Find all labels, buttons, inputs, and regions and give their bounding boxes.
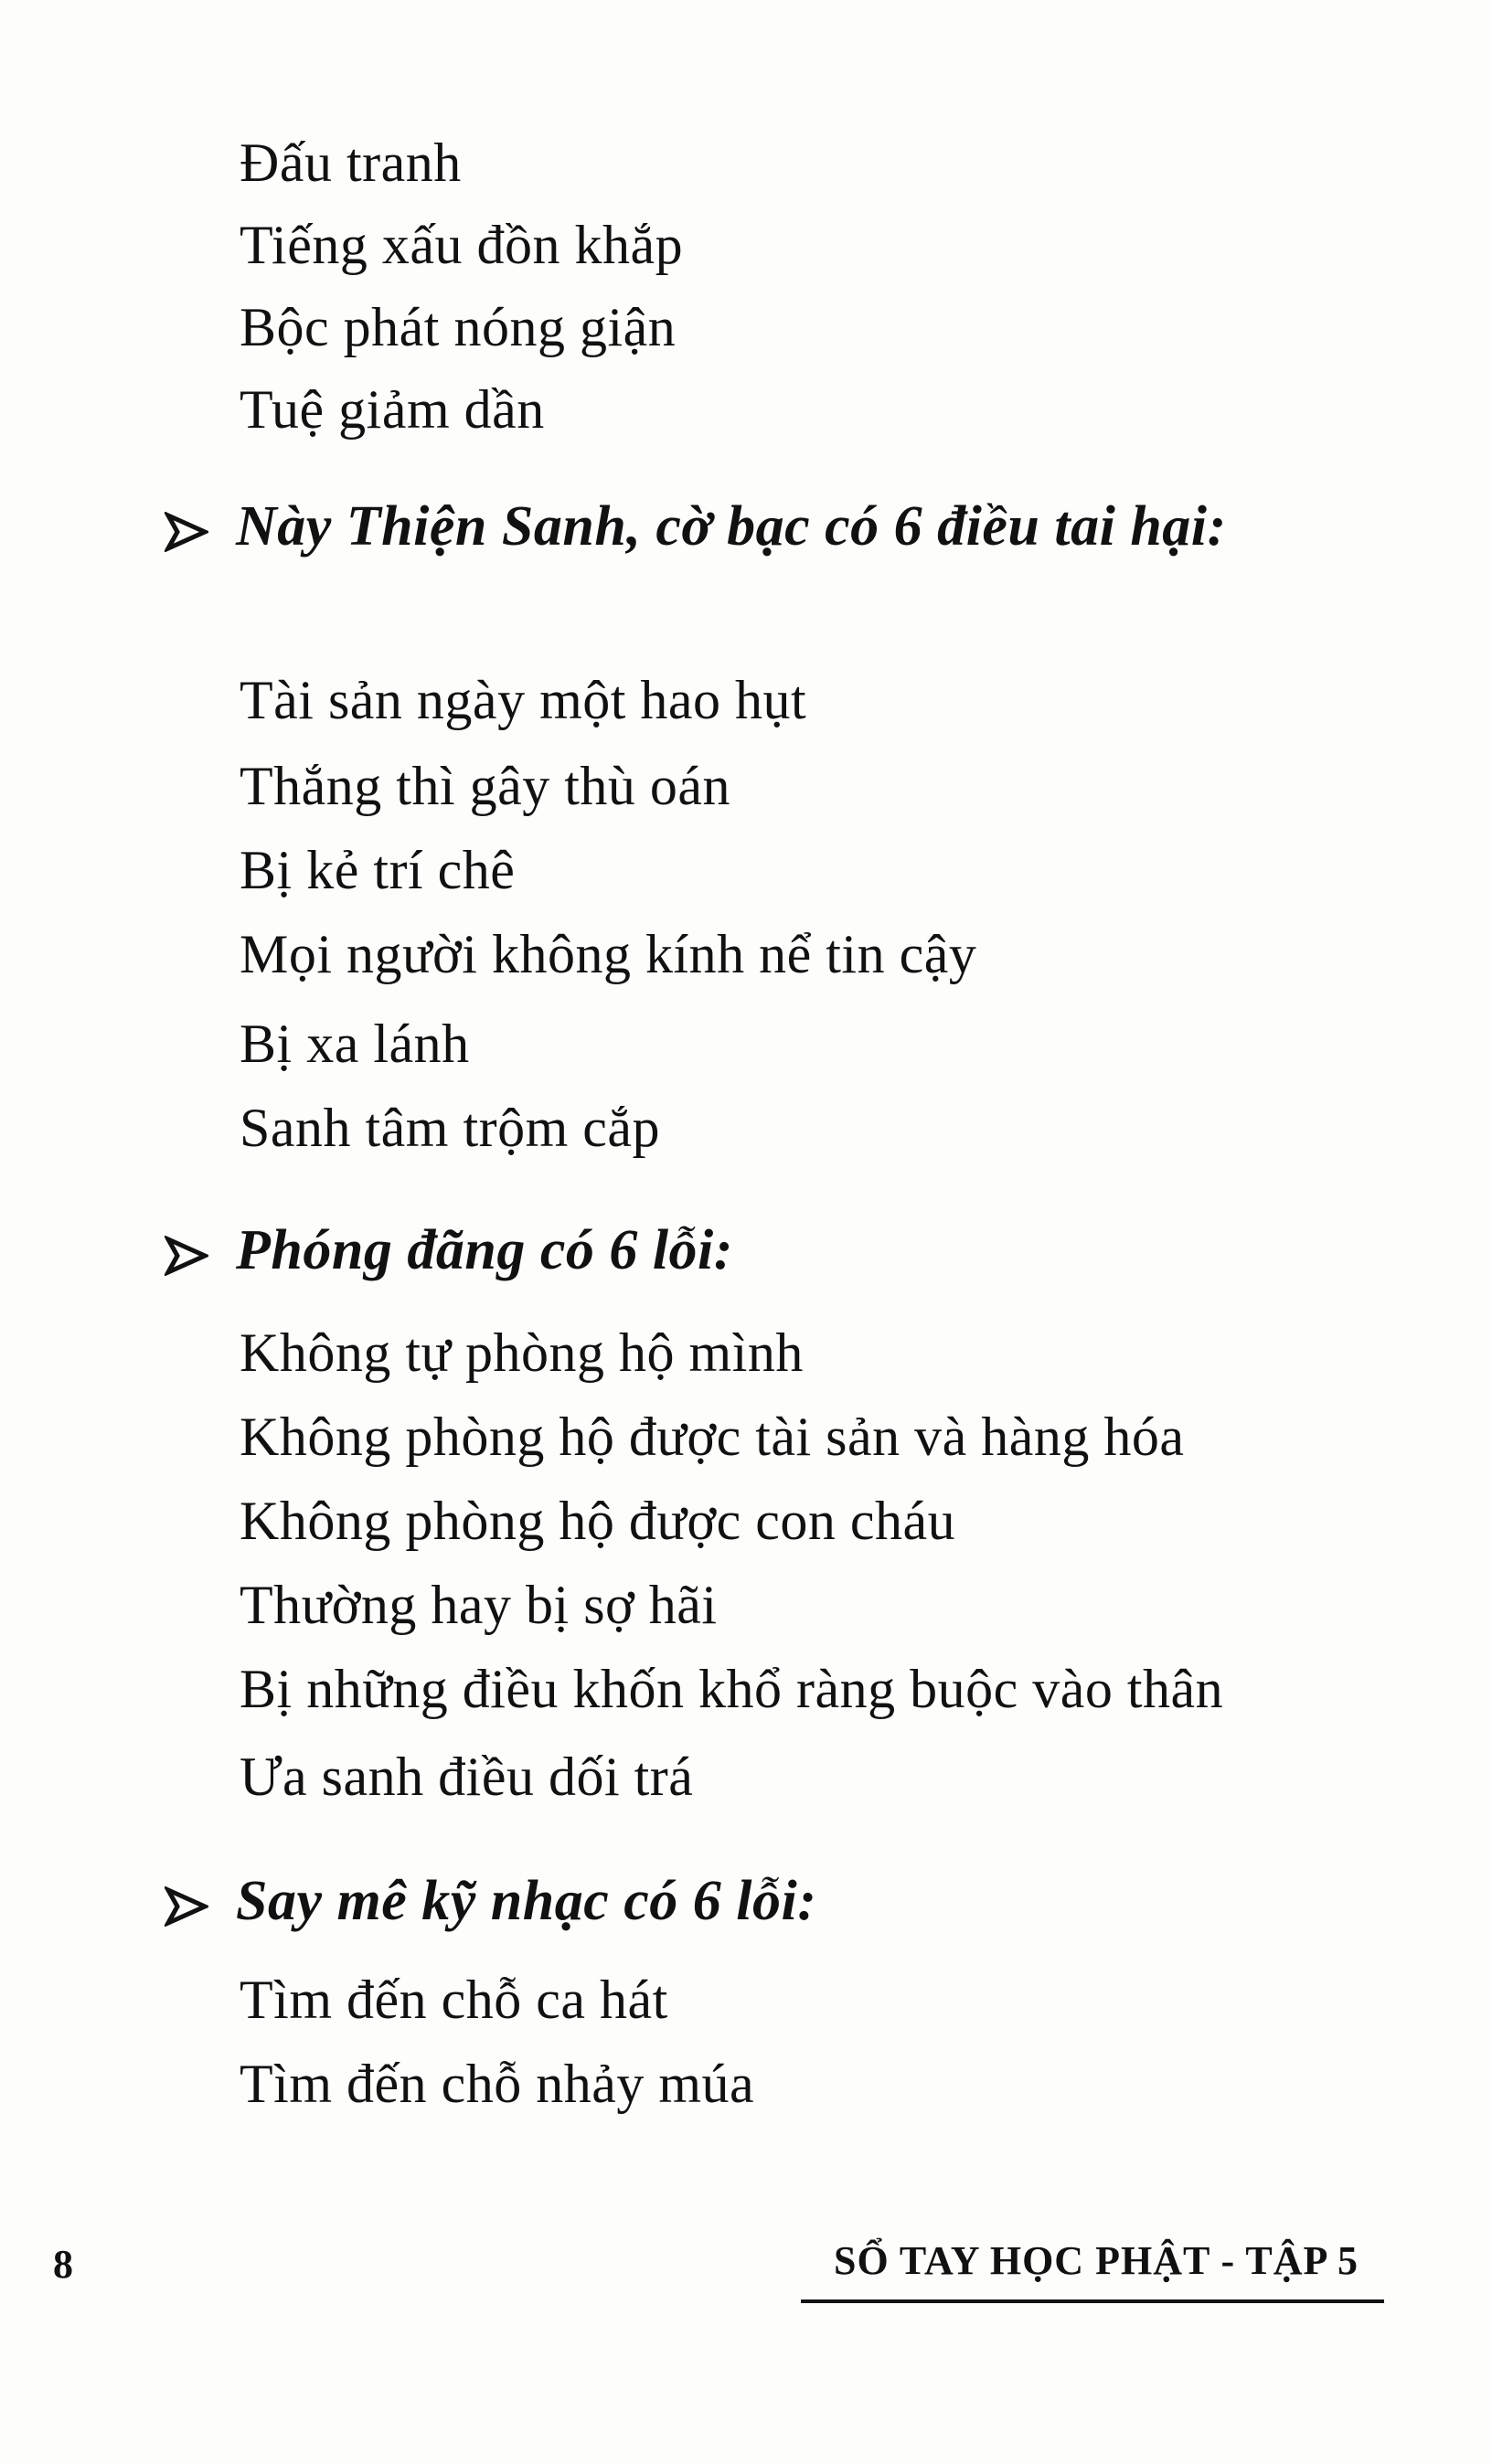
list-item: Đấu tranh (240, 133, 462, 193)
heading-text: Này Thiện Sanh, cờ bạc có 6 điều tai hại: (236, 495, 1227, 558)
list-item: Tìm đến chỗ nhảy múa (240, 2054, 755, 2114)
list-item: Ưa sanh điều dối trá (240, 1747, 694, 1807)
section-heading (165, 492, 1461, 561)
list-item: Bị xa lánh (240, 1014, 470, 1074)
list-item: Thắng thì gây thù oán (240, 756, 731, 816)
list-item: Bị kẻ trí chê (240, 840, 516, 900)
list-item: Thường hay bị sợ hãi (240, 1575, 718, 1635)
list-item: Tiếng xấu đồn khắp (240, 215, 684, 275)
arrowhead-bullet-icon (165, 1886, 236, 1927)
arrowhead-bullet-icon (165, 512, 236, 552)
running-title: SỔ TAY HỌC PHẬT - TẬP 5 (834, 2238, 1359, 2283)
heading-text: Phóng đãng có 6 lỗi: (236, 1219, 733, 1281)
footer-rule (801, 2299, 1384, 2303)
list-item: Tuệ giảm dần (240, 379, 545, 440)
list-item: Không phòng hộ được tài sản và hàng hóa (240, 1407, 1185, 1467)
list-item: Không tự phòng hộ mình (240, 1322, 804, 1383)
list-item: Không phòng hộ được con cháu (240, 1491, 956, 1551)
page-number: 8 (53, 2242, 73, 2287)
list-item: Bộc phát nóng giận (240, 297, 677, 357)
section-heading (165, 1216, 733, 1285)
heading-text: Say mê kỹ nhạc có 6 lỗi: (236, 1870, 817, 1932)
list-item: Sanh tâm trộm cắp (240, 1098, 661, 1158)
section-heading (165, 1866, 816, 1936)
list-item: Mọi người không kính nể tin cậy (240, 924, 977, 984)
list-item: Tìm đến chỗ ca hát (240, 1970, 668, 2030)
list-item: Bị những điều khốn khổ ràng buộc vào thân (240, 1659, 1224, 1719)
arrowhead-bullet-icon (165, 1236, 236, 1276)
list-item: Tài sản ngày một hao hụt (240, 670, 807, 730)
